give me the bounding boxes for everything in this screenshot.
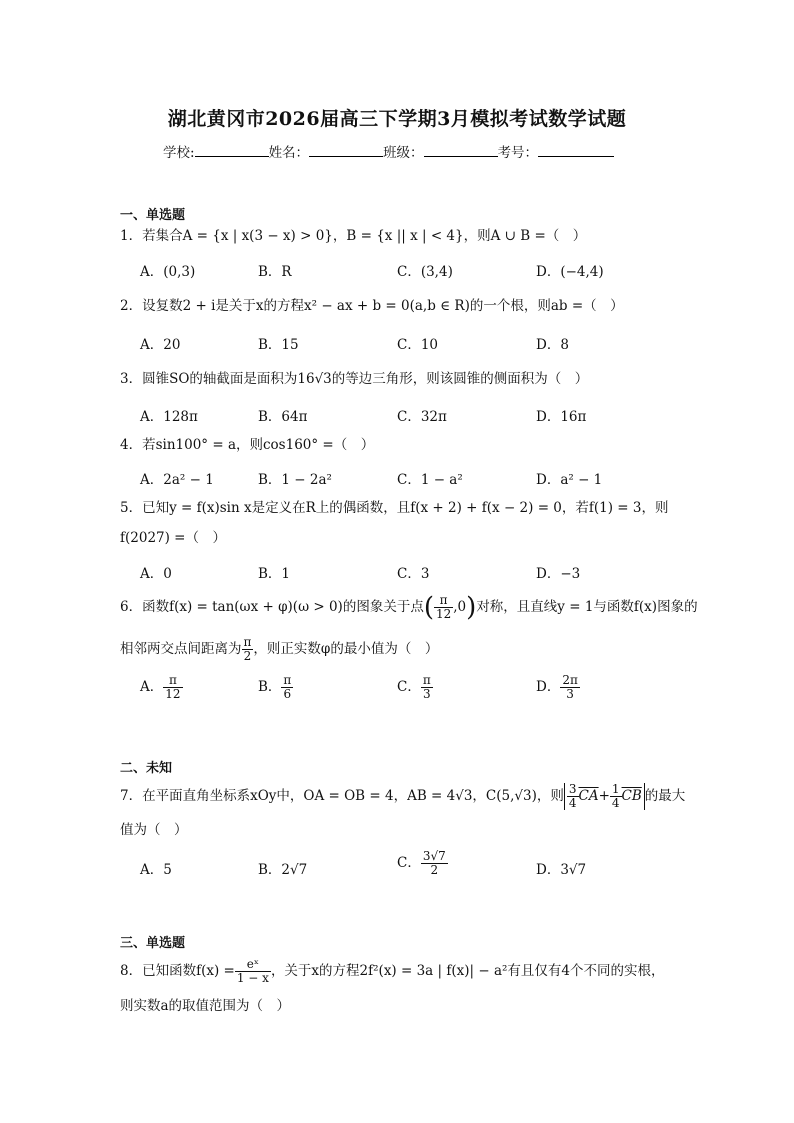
q6-option-d-label: D． — [536, 679, 561, 695]
q6-paren-open: ( — [423, 592, 434, 623]
q7-coef1-num: 3 — [568, 782, 577, 796]
q3-option-a[interactable]: A．128π — [140, 409, 198, 425]
q7-coef2-num: 1 — [611, 782, 620, 796]
q7-text-b: 的最大 — [644, 788, 686, 804]
number-label: 考号： — [497, 145, 539, 161]
q5-option-a[interactable]: A．0 — [140, 566, 172, 582]
q8-f-num: eˣ — [235, 958, 271, 972]
q7-coef1-den: 4 — [568, 796, 577, 810]
question-7-stem-line1 — [120, 783, 685, 810]
question-2-stem: 2．设复数2 + i是关于x的方程x² − ax + b = 0(a,b ∈ R)的一个根，则ab =（ ） — [120, 298, 624, 314]
q6-option-d-fraction — [560, 674, 580, 701]
q6-dist-num: π — [243, 635, 252, 649]
question-6-stem-line1 — [120, 594, 698, 621]
q6-text-d: 相邻两交点间距离为 — [120, 641, 242, 657]
school-blank[interactable] — [195, 142, 269, 157]
q7-coef2 — [610, 783, 622, 810]
q6-option-c[interactable] — [397, 674, 433, 701]
q4-option-b[interactable]: B．1 − 2a² — [258, 472, 332, 488]
q6-option-a-num: π — [163, 674, 182, 688]
q6-dist-den: 2 — [243, 649, 252, 663]
question-5-stem-line2: f(2027) =（ ） — [120, 530, 226, 546]
q6-point-fraction — [434, 594, 453, 621]
q7-option-c-num: 3√7 — [422, 849, 446, 863]
question-8-stem-line1 — [120, 958, 665, 985]
q6-text-b: ,0 — [453, 599, 467, 615]
q1-option-d[interactable]: D．(−4,4) — [536, 264, 604, 280]
q7-coef1 — [567, 783, 579, 810]
q7-option-c-label: C． — [397, 855, 421, 871]
q6-option-d-num: 2π — [562, 673, 578, 687]
question-4-stem: 4．若sin100° = a，则cos160° =（ ） — [120, 437, 375, 453]
q2-option-c[interactable]: C．10 — [397, 337, 439, 353]
q6-option-b-label: B． — [258, 679, 282, 695]
q6-option-c-den: 3 — [422, 687, 431, 701]
q1-option-a[interactable]: A．(0,3) — [140, 264, 196, 280]
q3-option-d[interactable]: D．16π — [536, 409, 587, 425]
q3-option-c[interactable]: C．32π — [397, 409, 447, 425]
q1-option-c[interactable]: C．(3,4) — [397, 264, 453, 280]
q6-option-c-fraction — [421, 674, 433, 701]
question-1-stem: 1．若集合A = {x | x(3 − x) > 0}，B = {x || x | < 4}，则A ∪ B =（ ） — [120, 228, 587, 244]
q7-coef2-den: 4 — [611, 796, 620, 810]
q6-dist-fraction — [242, 636, 254, 663]
question-7-stem-line2: 值为（ ） — [120, 822, 188, 838]
name-label: 姓名： — [268, 145, 310, 161]
q7-option-d[interactable]: D．3√7 — [536, 862, 587, 878]
section-heading-1: 一、单选题 — [120, 208, 186, 223]
school-label: 学校: — [163, 145, 195, 161]
q6-option-d-den: 3 — [566, 687, 574, 701]
section-heading-2: 二、未知 — [120, 761, 173, 776]
student-info-line — [163, 141, 614, 161]
q7-text-a: 7．在平面直角坐标系xOy中，OA = OB = 4，AB = 4√3，C(5,√3)，则 — [120, 788, 564, 804]
question-3-stem: 3．圆锥SO的轴截面是面积为16√3的等边三角形，则该圆锥的侧面积为（ ） — [120, 371, 589, 387]
q6-option-c-label: C． — [397, 679, 421, 695]
q6-text-c: 对称，且直线y = 1与函数f(x)图象的 — [476, 599, 698, 615]
q6-point-num: π — [434, 594, 453, 608]
q6-point-den: 12 — [435, 607, 452, 621]
question-5-stem-line1: 5．已知y = f(x)sin x是定义在R上的偶函数，且f(x + 2) + f(x − 2) = 0，若f(1) = 3，则 — [120, 500, 669, 516]
q6-option-a-den: 12 — [165, 687, 181, 701]
q2-option-d[interactable]: D．8 — [536, 337, 569, 353]
q1-option-b[interactable]: B．R — [258, 264, 292, 280]
q7-plus: + — [598, 788, 610, 804]
number-blank[interactable] — [538, 142, 614, 157]
q7-option-c[interactable] — [397, 850, 448, 877]
q6-option-d[interactable] — [536, 674, 580, 701]
q2-option-a[interactable]: A．20 — [140, 337, 181, 353]
q6-text-a: 6．函数f(x) = tan(ωx + φ)(ω > 0)的图象关于点 — [120, 599, 424, 615]
q6-option-b-den: 6 — [283, 687, 292, 701]
q7-vec-ca: $\overline{CA}$ — [578, 788, 599, 804]
q3-option-b[interactable]: B．64π — [258, 409, 308, 425]
name-blank[interactable] — [309, 142, 383, 157]
q2-option-b[interactable]: B．15 — [258, 337, 299, 353]
question-6-stem-line2 — [120, 636, 438, 663]
q8-f-den: 1 − x — [236, 971, 269, 985]
q4-option-d[interactable]: D．a² − 1 — [536, 472, 603, 488]
q7-vector-norm — [564, 783, 645, 810]
q6-option-c-num: π — [422, 673, 431, 687]
q5-option-b[interactable]: B．1 — [258, 566, 291, 582]
q6-paren-close: ) — [466, 592, 477, 623]
class-label: 班级： — [383, 145, 424, 161]
q7-option-a[interactable]: A．5 — [140, 862, 172, 878]
question-8-stem-line2: 则实数a的取值范围为（ ） — [120, 998, 291, 1014]
class-blank[interactable] — [424, 142, 498, 157]
exam-title: 湖北黄冈市2026届高三下学期3月模拟考试数学试题 — [167, 108, 627, 130]
q6-option-a-fraction — [163, 674, 182, 701]
q5-option-c[interactable]: C．3 — [397, 566, 430, 582]
q7-option-b[interactable]: B．2√7 — [258, 862, 308, 878]
q6-option-b-num: π — [283, 673, 292, 687]
q6-option-a-label: A． — [140, 679, 164, 695]
section-heading-3: 三、单选题 — [120, 936, 186, 951]
q5-option-d[interactable]: D．−3 — [536, 566, 581, 582]
q8-text-b: ，关于x的方程2f²(x) = 3a | f(x)| − a²有且仅有4个不同的实根， — [270, 963, 665, 979]
q6-option-b-fraction — [281, 674, 293, 701]
q6-option-a[interactable] — [140, 674, 183, 701]
q6-option-b[interactable] — [258, 674, 293, 701]
q7-option-c-fraction — [421, 850, 448, 877]
q7-vec-cb: $\overline{CB}$ — [621, 788, 642, 804]
q7-option-c-den: 2 — [430, 863, 439, 877]
q6-text-e: ，则正实数φ的最小值为（ ） — [253, 641, 439, 657]
q4-option-c[interactable]: C．1 − a² — [397, 472, 463, 488]
q8-function-fraction — [235, 958, 271, 985]
q8-text-a: 8．已知函数f(x) = — [120, 963, 235, 979]
q4-option-a[interactable]: A．2a² − 1 — [140, 472, 214, 488]
